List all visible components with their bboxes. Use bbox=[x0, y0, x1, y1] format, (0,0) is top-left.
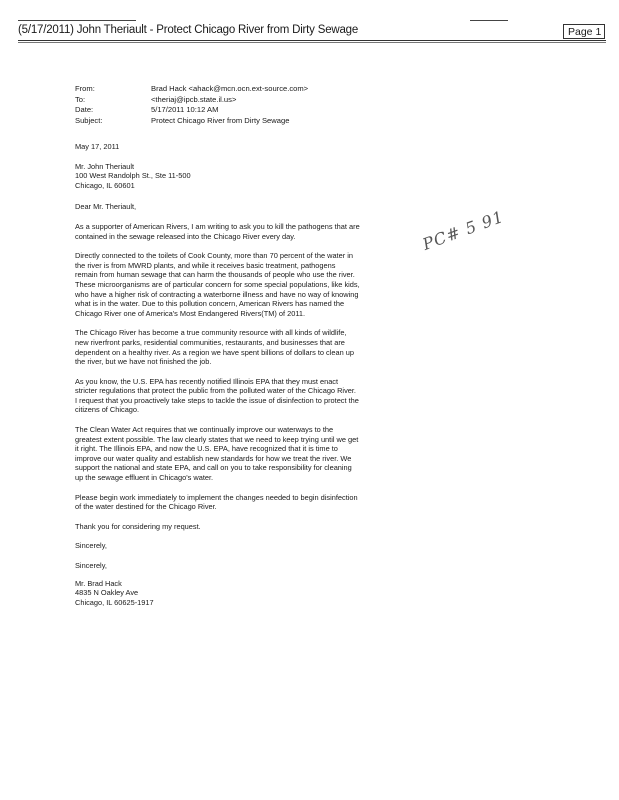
email-header bbox=[75, 84, 308, 126]
paragraph-2: Directly connected to the toilets of Cook County, more than 70 percent of the water in the river is from MWRD plants, and while it receives basic treatment, pathogens remain from human sewage that can harm the thousands of people who use the river. These microorganisms are of particular concern for some special populations, like kids, who have a higher risk of contracting a waterborne illness and have no way of knowing what is in the water. Due to this pollution concern, American Rivers has named the Chicago River one of America's Most Endangered Rivers(TM) of 2011. bbox=[75, 251, 360, 318]
header-rule bbox=[18, 40, 606, 41]
date-row bbox=[75, 105, 308, 116]
to-row bbox=[75, 95, 308, 106]
header-title: (5/17/2011) John Theriault - Protect Chicago River from Dirty Sewage bbox=[18, 24, 359, 36]
closing-2: Sincerely, bbox=[75, 561, 107, 570]
subject-label: Subject: bbox=[75, 115, 103, 125]
sender-signature-block bbox=[75, 579, 360, 608]
paragraph-1: As a supporter of American Rivers, I am writing to ask you to kill the pathogens that are contained in the sewage released into the Chicago River every day. bbox=[75, 221, 360, 241]
from-row bbox=[75, 84, 308, 95]
sender-city: Chicago, IL 60625-1917 bbox=[75, 597, 154, 607]
subject-value: Protect Chicago River from Dirty Sewage bbox=[151, 115, 290, 125]
paragraph-5: The Clean Water Act requires that we continually improve our waterways to the greatest extent possible. The law clearly states that we need to keep trying until we get it right. The Illinois EPA, and now the U.S. EPA, have recognized that it is time to improve our water quality and establish new standards for how we treat the river. We support the national and state EPA, and call on you to take responsibility for cleaning up the sewage effluent in Chicago's water. bbox=[75, 425, 359, 483]
paragraph-4: As you know, the U.S. EPA has recently notified Illinois EPA that they must enact stricter regulations that protect the public from the polluted water of the Chicago River. I request that you proactively take steps to tackle the issue of disinfection to protect the citizens of Chicago. bbox=[75, 376, 359, 415]
sender-name: Mr. Brad Hack bbox=[75, 578, 122, 588]
from-value: Brad Hack <ahack@mcn.ocn.ext-source.com> bbox=[151, 84, 309, 93]
header-rule-lower bbox=[18, 42, 606, 43]
paragraph-3: The Chicago River has become a true community resource with all kinds of wildlife, new riverfront parks, residential communities, restaurants, and businesses that are dependent on a healthy river. As a region we have spent billions of dollars to clean up the river, but we have not finished the job. bbox=[75, 328, 354, 367]
to-value: <theriaj@ipcb.state.il.us> bbox=[151, 94, 237, 104]
letter-date: May 17, 2011 bbox=[75, 142, 120, 151]
recipient-street: 100 West Randolph St., Ste 11-500 bbox=[75, 171, 191, 181]
letter-body bbox=[75, 142, 360, 607]
sender-street: 4835 N Oakley Ave bbox=[75, 588, 139, 598]
from-label: From: bbox=[75, 84, 95, 93]
header-top-rule-right bbox=[470, 20, 508, 21]
salutation: Dear Mr. Theriault, bbox=[75, 202, 137, 212]
date-label: Date: bbox=[75, 105, 94, 114]
recipient-city: Chicago, IL 60601 bbox=[75, 180, 135, 190]
recipient-name: Mr. John Theriault bbox=[75, 161, 135, 171]
header-top-rule bbox=[18, 20, 136, 21]
page-number-box: Page 1 bbox=[563, 24, 605, 39]
subject-row bbox=[75, 116, 308, 127]
recipient-address bbox=[75, 162, 360, 191]
closing-1: Sincerely, bbox=[75, 541, 107, 551]
paragraph-7: Thank you for considering my request. bbox=[75, 521, 201, 531]
handwritten-annotation: PC# 5 91 bbox=[420, 206, 507, 254]
date-value: 5/17/2011 10:12 AM bbox=[151, 105, 219, 114]
to-label: To: bbox=[75, 94, 86, 104]
paragraph-6: Please begin work immediately to implement the changes needed to begin disinfection of the water destined for the Chicago River. bbox=[75, 492, 358, 512]
